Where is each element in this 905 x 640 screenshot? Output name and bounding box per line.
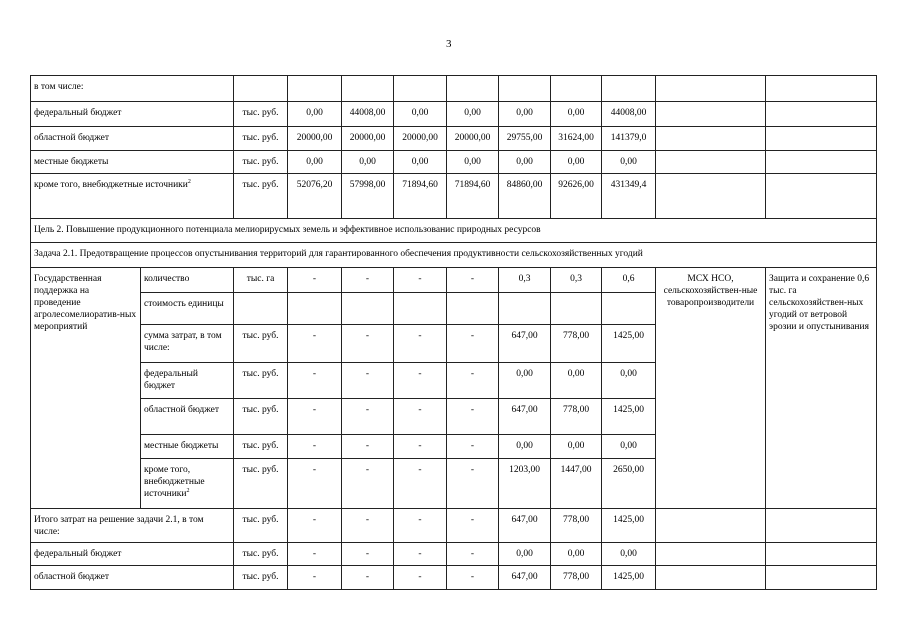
table-row-in-that-number bbox=[31, 76, 877, 102]
value-cell: 0,3 bbox=[499, 268, 551, 293]
value-cell: - bbox=[342, 509, 394, 543]
unit-cell: тыс. руб. bbox=[234, 151, 288, 174]
value-cell bbox=[394, 293, 447, 325]
value-cell: 1447,00 bbox=[551, 459, 602, 509]
value-cell: 0,00 bbox=[394, 151, 447, 174]
value-cell: - bbox=[288, 459, 342, 509]
value-cell: - bbox=[342, 459, 394, 509]
table-row-local-budgets bbox=[31, 151, 877, 174]
value-cell: 0,00 bbox=[499, 363, 551, 399]
value-cell: - bbox=[288, 566, 342, 590]
value-cell: - bbox=[394, 566, 447, 590]
value-cell: 57998,00 bbox=[342, 174, 394, 219]
row-label: областной бюджет bbox=[141, 399, 234, 435]
value-cell bbox=[447, 293, 499, 325]
row-label: местные бюджеты bbox=[31, 151, 234, 174]
value-cell: 71894,60 bbox=[447, 174, 499, 219]
value-cell: - bbox=[394, 325, 447, 363]
table-row-federal-budget bbox=[31, 102, 877, 127]
value-cell: 84860,00 bbox=[499, 174, 551, 219]
value-cell: 431349,4 bbox=[602, 174, 656, 219]
value-cell: - bbox=[288, 543, 342, 566]
value-cell: 44008,00 bbox=[602, 102, 656, 127]
value-cell: 1425,00 bbox=[602, 566, 656, 590]
value-cell: - bbox=[447, 543, 499, 566]
value-cell: 0,00 bbox=[394, 102, 447, 127]
unit-cell: тыс. руб. bbox=[234, 102, 288, 127]
value-cell: - bbox=[288, 435, 342, 459]
value-cell: 44008,00 bbox=[342, 102, 394, 127]
value-cell: 1425,00 bbox=[602, 399, 656, 435]
unit-cell: тыс. га bbox=[234, 268, 288, 293]
value-cell: - bbox=[394, 268, 447, 293]
value-cell: 0,00 bbox=[551, 435, 602, 459]
value-cell: - bbox=[288, 268, 342, 293]
unit-cell: тыс. руб. bbox=[234, 543, 288, 566]
row-label: федеральный бюджет bbox=[31, 102, 234, 127]
row-label: областной бюджет bbox=[31, 566, 234, 590]
value-cell: - bbox=[447, 268, 499, 293]
unit-cell: тыс. руб. bbox=[234, 459, 288, 509]
table-row-activity-quantity bbox=[31, 268, 877, 293]
table-row-goal bbox=[31, 219, 877, 243]
value-cell bbox=[342, 293, 394, 325]
value-cell: 778,00 bbox=[551, 399, 602, 435]
value-cell: 0,3 bbox=[551, 268, 602, 293]
value-cell: - bbox=[288, 325, 342, 363]
value-cell: 0,00 bbox=[602, 363, 656, 399]
value-cell: 0,00 bbox=[342, 151, 394, 174]
row-label: федеральный бюджет bbox=[31, 543, 234, 566]
value-cell: - bbox=[394, 543, 447, 566]
table-row-regional-budget bbox=[31, 127, 877, 151]
value-cell: - bbox=[342, 325, 394, 363]
footnote-mark: 2 bbox=[186, 487, 190, 494]
unit-cell: тыс. руб. bbox=[234, 566, 288, 590]
unit-cell: тыс. руб. bbox=[234, 399, 288, 435]
value-cell bbox=[499, 293, 551, 325]
value-cell: 1425,00 bbox=[602, 325, 656, 363]
value-cell: 141379,0 bbox=[602, 127, 656, 151]
value-cell: 0,00 bbox=[447, 151, 499, 174]
value-cell: - bbox=[447, 459, 499, 509]
table-row-task bbox=[31, 243, 877, 268]
table-row-task-total bbox=[31, 509, 877, 543]
value-cell: 778,00 bbox=[551, 566, 602, 590]
value-cell: 0,00 bbox=[551, 102, 602, 127]
value-cell: - bbox=[342, 435, 394, 459]
value-cell: 20000,00 bbox=[342, 127, 394, 151]
value-cell: - bbox=[447, 399, 499, 435]
value-cell: 647,00 bbox=[499, 566, 551, 590]
value-cell: - bbox=[288, 363, 342, 399]
value-cell: - bbox=[342, 268, 394, 293]
row-label bbox=[141, 459, 234, 509]
row-label: федеральный бюджет bbox=[141, 363, 234, 399]
value-cell: 0,6 bbox=[602, 268, 656, 293]
value-cell: - bbox=[394, 435, 447, 459]
value-cell: 29755,00 bbox=[499, 127, 551, 151]
value-cell: - bbox=[288, 399, 342, 435]
value-cell: - bbox=[288, 509, 342, 543]
row-label-text: кроме того, внебюджетные источники bbox=[34, 180, 188, 190]
table-row-total-federal-budget bbox=[31, 543, 877, 566]
value-cell bbox=[602, 293, 656, 325]
value-cell: 647,00 bbox=[499, 399, 551, 435]
value-cell: - bbox=[342, 566, 394, 590]
task-heading: Задача 2.1. Предотвращение процессов опустынивания территорий для гарантированного обеспечения продуктивности сельскохозяйственных угодий bbox=[31, 243, 877, 268]
unit-cell: тыс. руб. bbox=[234, 363, 288, 399]
goal-heading: Цель 2. Повышение продукционного потенциала мелиорирусмых земель и эффективное использованис природных ресурсов bbox=[31, 219, 877, 243]
expected-result-cell: Защита и сохранение 0,6 тыс. га сельскохозяйствен-ных угодий от ветровой эрозии и опустынивания bbox=[766, 268, 877, 509]
row-label: областной бюджет bbox=[31, 127, 234, 151]
value-cell: 0,00 bbox=[499, 435, 551, 459]
value-cell: 20000,00 bbox=[447, 127, 499, 151]
value-cell: - bbox=[447, 566, 499, 590]
value-cell: - bbox=[394, 363, 447, 399]
value-cell: 20000,00 bbox=[288, 127, 342, 151]
value-cell: 71894,60 bbox=[394, 174, 447, 219]
value-cell: - bbox=[394, 399, 447, 435]
program-table bbox=[30, 75, 877, 590]
unit-cell: тыс. руб. bbox=[234, 325, 288, 363]
unit-cell: тыс. руб. bbox=[234, 435, 288, 459]
row-label-text: кроме того, внебюджетные источники bbox=[144, 465, 205, 499]
row-label bbox=[31, 174, 234, 219]
value-cell: - bbox=[394, 459, 447, 509]
value-cell: - bbox=[342, 363, 394, 399]
value-cell: 0,00 bbox=[499, 102, 551, 127]
unit-cell: тыс. руб. bbox=[234, 127, 288, 151]
value-cell: 0,00 bbox=[551, 363, 602, 399]
row-label: количество bbox=[141, 268, 234, 293]
value-cell: 0,00 bbox=[447, 102, 499, 127]
value-cell: - bbox=[394, 509, 447, 543]
value-cell: 647,00 bbox=[499, 509, 551, 543]
value-cell: 0,00 bbox=[288, 151, 342, 174]
value-cell: 0,00 bbox=[602, 151, 656, 174]
value-cell: - bbox=[342, 543, 394, 566]
value-cell: 778,00 bbox=[551, 325, 602, 363]
value-cell bbox=[551, 293, 602, 325]
value-cell: 0,00 bbox=[499, 543, 551, 566]
value-cell: 778,00 bbox=[551, 509, 602, 543]
value-cell: - bbox=[342, 399, 394, 435]
row-label: стоимость единицы bbox=[141, 293, 234, 325]
row-label: сумма затрат, в том числе: bbox=[141, 325, 234, 363]
unit-cell bbox=[234, 293, 288, 325]
value-cell: 647,00 bbox=[499, 325, 551, 363]
value-cell: 0,00 bbox=[499, 151, 551, 174]
value-cell: 0,00 bbox=[551, 151, 602, 174]
activity-name: Государственная поддержка на проведение агролесомелиоратив-ных мероприятий bbox=[31, 268, 141, 509]
row-label: Итого затрат на решение задачи 2.1, в том числе: bbox=[31, 509, 234, 543]
value-cell bbox=[288, 293, 342, 325]
unit-cell: тыс. руб. bbox=[234, 509, 288, 543]
unit-cell: тыс. руб. bbox=[234, 174, 288, 219]
value-cell: 0,00 bbox=[602, 543, 656, 566]
table-row-total-regional-budget bbox=[31, 566, 877, 590]
value-cell: 20000,00 bbox=[394, 127, 447, 151]
value-cell: 31624,00 bbox=[551, 127, 602, 151]
value-cell: 0,00 bbox=[602, 435, 656, 459]
value-cell: 92626,00 bbox=[551, 174, 602, 219]
value-cell: 52076,20 bbox=[288, 174, 342, 219]
executor-cell: МСХ НСО, сельскохозяйствен-ные товаропроизводители bbox=[656, 268, 766, 509]
value-cell: 2650,00 bbox=[602, 459, 656, 509]
value-cell: - bbox=[447, 325, 499, 363]
value-cell: 1203,00 bbox=[499, 459, 551, 509]
value-cell: 0,00 bbox=[288, 102, 342, 127]
page-number: 3 bbox=[446, 38, 452, 50]
footnote-mark: 2 bbox=[187, 178, 191, 185]
row-label: в том числе: bbox=[31, 76, 234, 102]
table-row-extrabudgetary bbox=[31, 174, 877, 219]
value-cell: - bbox=[447, 435, 499, 459]
value-cell: - bbox=[447, 509, 499, 543]
value-cell: - bbox=[447, 363, 499, 399]
value-cell: 1425,00 bbox=[602, 509, 656, 543]
value-cell: 0,00 bbox=[551, 543, 602, 566]
row-label: местные бюджеты bbox=[141, 435, 234, 459]
